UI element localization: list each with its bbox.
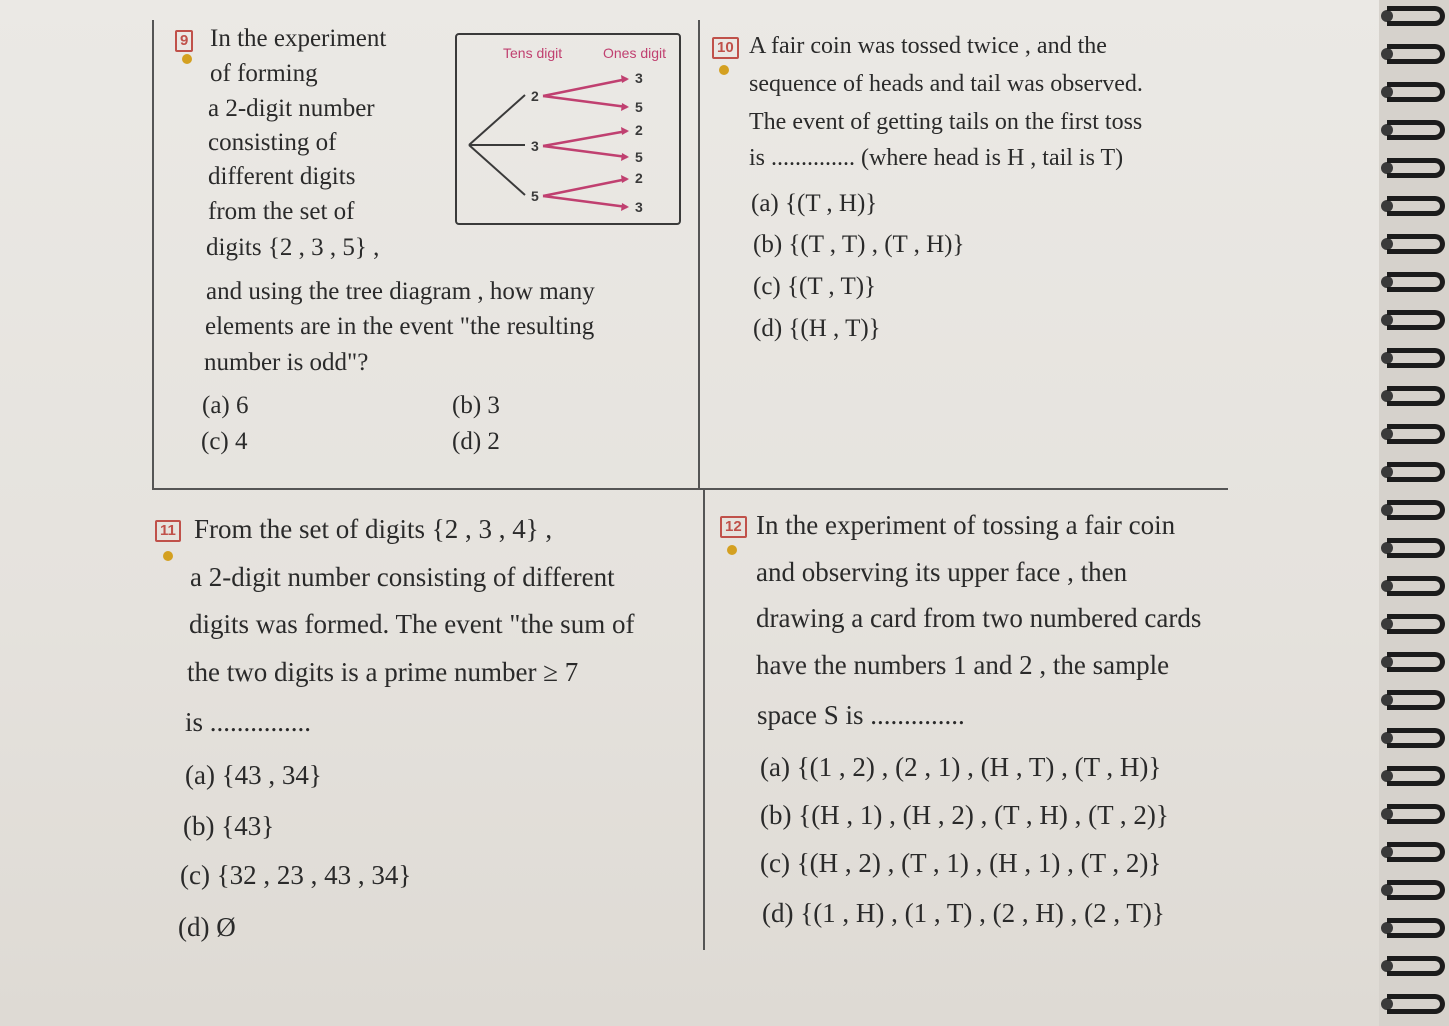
q9-line: elements are in the event "the resulting	[205, 313, 595, 340]
ones-digit-header: Ones digit	[603, 45, 667, 61]
tree-diagram	[455, 33, 681, 225]
binding-ring	[1387, 614, 1445, 634]
q10-option-c[interactable]: (c) {(T , T)}	[753, 273, 877, 300]
q10-option-d[interactable]: (d) {(H , T)}	[753, 315, 881, 342]
horizontal-divider	[152, 488, 1228, 490]
binding-ring	[1387, 462, 1445, 482]
marker-dot	[719, 65, 729, 75]
q12-line: drawing a card from two numbered cards	[756, 603, 1202, 633]
binding-ring	[1387, 690, 1445, 710]
q10-option-b[interactable]: (b) {(T , T) , (T , H)}	[753, 231, 965, 258]
binding-ring	[1387, 44, 1445, 64]
q9-line: different digits	[208, 163, 356, 190]
q9-option-b[interactable]: (b) 3	[452, 392, 500, 419]
q10-line: sequence of heads and tail was observed.	[749, 71, 1143, 97]
binding-ring	[1387, 158, 1445, 178]
q9-option-c[interactable]: (c) 4	[201, 428, 248, 455]
q12-line: space S is ..............	[757, 700, 965, 730]
binding-ring	[1387, 120, 1445, 140]
binding-ring	[1387, 424, 1445, 444]
tens-digit: 2	[531, 88, 539, 104]
q9-option-a[interactable]: (a) 6	[202, 392, 249, 419]
binding-ring	[1387, 196, 1445, 216]
binding-ring	[1387, 994, 1445, 1014]
binding-ring	[1387, 804, 1445, 824]
binding-ring	[1387, 728, 1445, 748]
q12-option-b[interactable]: (b) {(H , 1) , (H , 2) , (T , H) , (T , 2)}	[760, 800, 1169, 830]
ones-digit: 5	[635, 149, 643, 165]
binding-ring	[1387, 234, 1445, 254]
q9-line: consisting of	[208, 129, 337, 156]
vertical-divider-top	[152, 20, 154, 490]
binding-ring	[1387, 576, 1445, 596]
binding-ring	[1387, 310, 1445, 330]
binding-ring	[1387, 842, 1445, 862]
q12-line: have the numbers 1 and 2 , the sample	[756, 650, 1170, 680]
ones-digit: 2	[635, 122, 643, 138]
spiral-binding	[1379, 0, 1449, 1026]
q11-line: the two digits is a prime number ≥ 7	[187, 657, 579, 687]
q11-option-a[interactable]: (a) {43 , 34}	[185, 760, 322, 790]
marker-dot	[182, 54, 192, 64]
q11-line: From the set of digits {2 , 3 , 4} ,	[194, 514, 553, 544]
tens-digit: 5	[531, 188, 539, 204]
tens-digit: 3	[531, 138, 539, 154]
ones-digit: 5	[635, 99, 643, 115]
q9-line: from the set of	[208, 198, 355, 225]
q9-line: number is odd"?	[204, 349, 369, 376]
question-number-11: 11	[155, 520, 181, 542]
q10-line: is .............. (where head is H , tail is T)	[749, 145, 1124, 171]
binding-ring	[1387, 880, 1445, 900]
q9-line: In the experiment	[210, 25, 387, 52]
q11-option-c[interactable]: (c) {32 , 23 , 43 , 34}	[180, 860, 412, 890]
q12-option-c[interactable]: (c) {(H , 2) , (T , 1) , (H , 1) , (T , 2)}	[760, 848, 1162, 878]
ones-digit: 3	[635, 199, 643, 215]
q11-line: a 2-digit number consisting of different	[190, 562, 615, 592]
vertical-divider-middle-bottom	[703, 490, 705, 950]
binding-ring	[1387, 652, 1445, 672]
binding-ring	[1387, 386, 1445, 406]
q10-option-a[interactable]: (a) {(T , H)}	[751, 190, 878, 217]
q11-line: is ...............	[185, 707, 312, 737]
q9-option-d[interactable]: (d) 2	[452, 428, 500, 455]
question-number-12: 12	[720, 516, 747, 538]
q11-option-b[interactable]: (b) {43}	[183, 811, 275, 841]
binding-ring	[1387, 82, 1445, 102]
q10-line: A fair coin was tossed twice , and the	[749, 33, 1107, 59]
q9-line: of forming	[210, 60, 318, 87]
marker-dot	[163, 551, 173, 561]
marker-dot	[727, 545, 737, 555]
q12-option-a[interactable]: (a) {(1 , 2) , (2 , 1) , (H , T) , (T , H)}	[760, 752, 1162, 782]
q9-line: a 2-digit number	[208, 95, 375, 122]
q11-line: digits was formed. The event "the sum of	[189, 609, 635, 639]
q9-line: digits {2 , 3 , 5} ,	[206, 234, 380, 261]
q12-line: In the experiment of tossing a fair coin	[756, 510, 1176, 540]
q11-option-d[interactable]: (d) Ø	[178, 912, 236, 942]
binding-ring	[1387, 500, 1445, 520]
question-number-9: 9	[175, 30, 193, 52]
binding-ring	[1387, 538, 1445, 558]
q9-line: and using the tree diagram , how many	[206, 278, 595, 305]
binding-ring	[1387, 348, 1445, 368]
binding-ring	[1387, 766, 1445, 786]
ones-digit: 3	[635, 70, 643, 86]
vertical-divider-middle-top	[698, 20, 700, 490]
q12-option-d[interactable]: (d) {(1 , H) , (1 , T) , (2 , H) , (2 , T)}	[762, 898, 1165, 928]
q10-line: The event of getting tails on the first toss	[749, 109, 1143, 135]
binding-ring	[1387, 956, 1445, 976]
q12-line: and observing its upper face , then	[756, 557, 1128, 587]
tens-digit-header: Tens digit	[503, 45, 563, 61]
binding-ring	[1387, 272, 1445, 292]
binding-ring	[1387, 6, 1445, 26]
binding-ring	[1387, 918, 1445, 938]
question-number-10: 10	[712, 37, 739, 59]
ones-digit: 2	[635, 170, 643, 186]
